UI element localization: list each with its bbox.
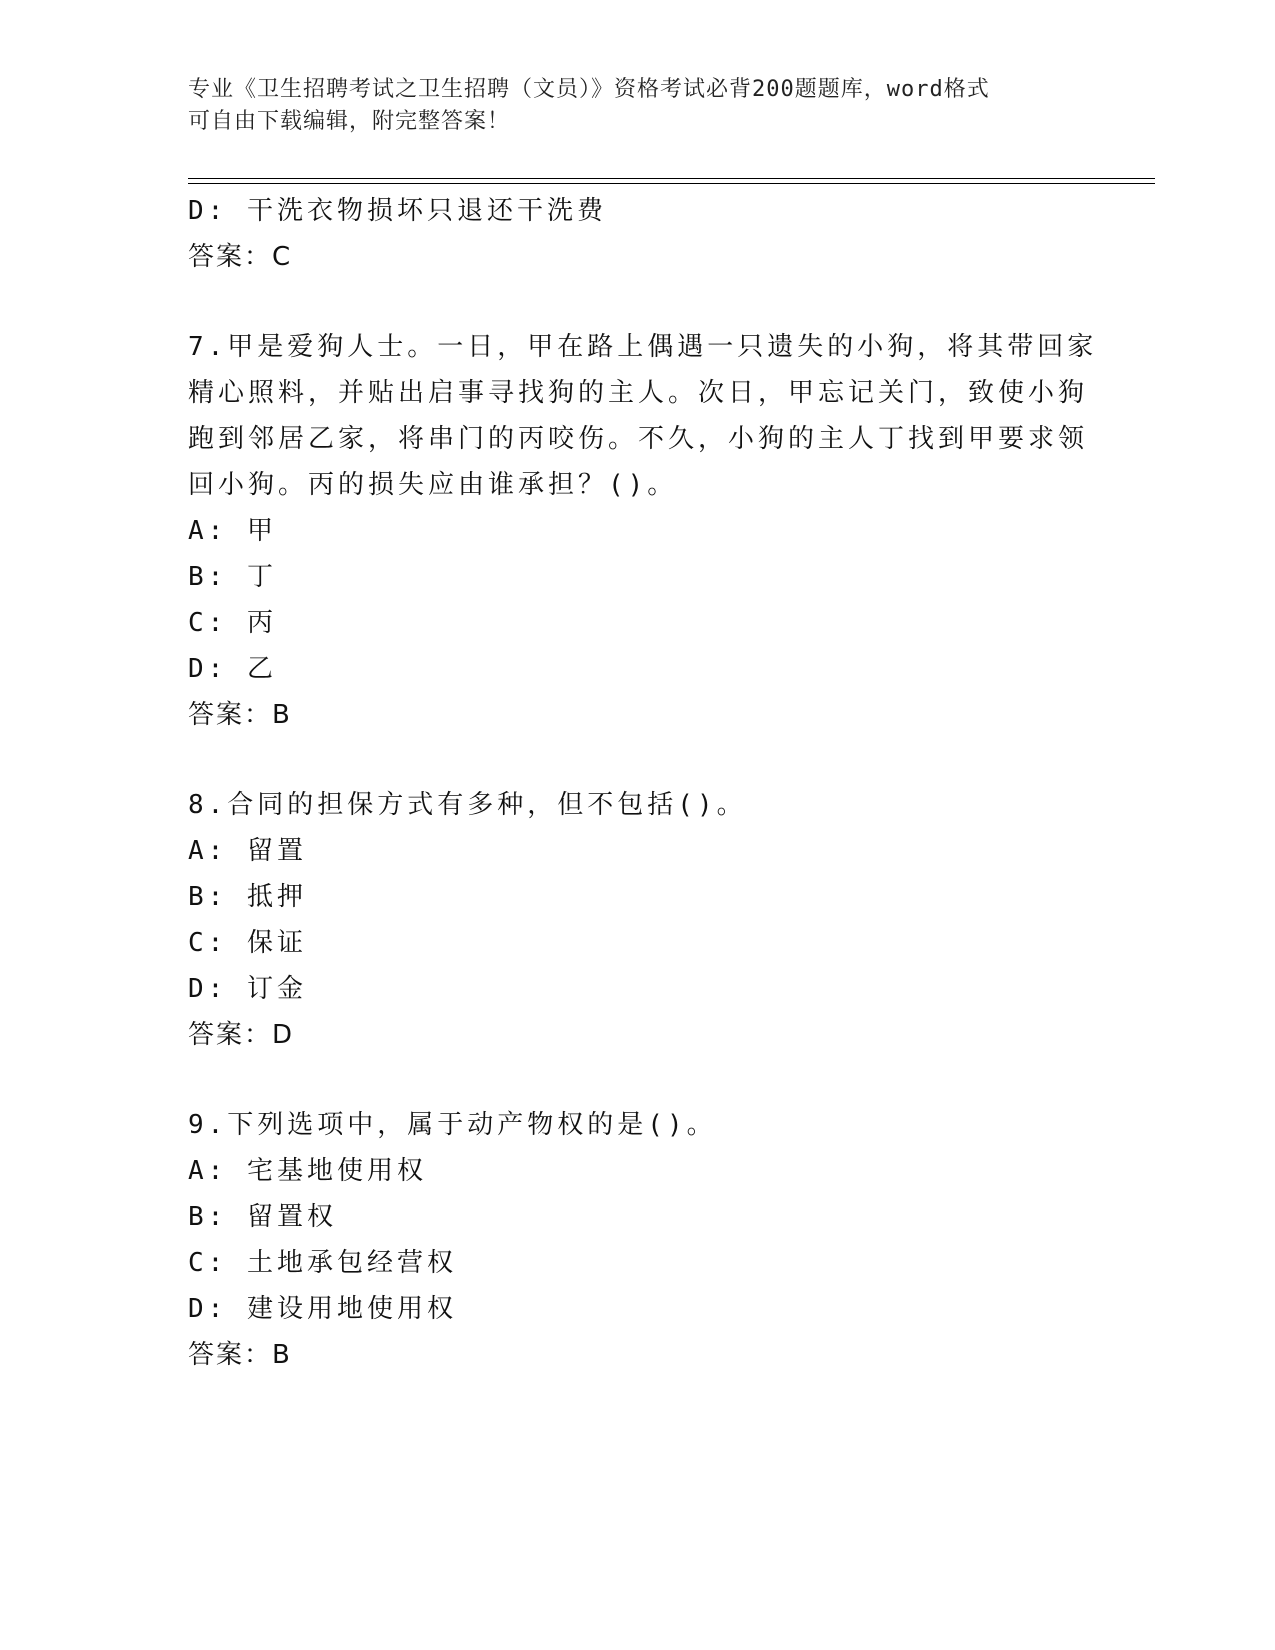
answer: 答案：C <box>188 242 293 272</box>
answer: 答案：B <box>188 700 292 730</box>
option-b: B: 丁 <box>188 562 277 592</box>
option-d: D: 建设用地使用权 <box>188 1294 457 1324</box>
option-d: D: 乙 <box>188 654 277 684</box>
question-7 <box>188 324 1098 738</box>
header-title-line-1: 专业《卫生招聘考试之卫生招聘（文员）》资格考试必背200题题库，word格式 <box>188 77 990 102</box>
option-a: A: 留置 <box>188 836 307 866</box>
previous-question-tail <box>188 188 1068 280</box>
option-b: B: 抵押 <box>188 882 307 912</box>
option-c: C: 丙 <box>188 608 277 638</box>
option-c: C: 土地承包经营权 <box>188 1248 457 1278</box>
answer: 答案：B <box>188 1340 292 1370</box>
option-b: B: 留置权 <box>188 1202 337 1232</box>
option-a: A: 宅基地使用权 <box>188 1156 427 1186</box>
header-title-line-2: 可自由下载编辑，附完整答案！ <box>188 109 511 134</box>
answer: 答案：D <box>188 1020 295 1050</box>
question-9 <box>188 1102 1068 1378</box>
header-divider <box>188 178 1155 184</box>
question-stem-line: 回小狗。丙的损失应由谁承担？()。 <box>188 470 678 500</box>
option-d: D: 订金 <box>188 974 307 1004</box>
option-d: D: 干洗衣物损坏只退还干洗费 <box>188 196 607 226</box>
page-header <box>188 74 1068 138</box>
question-stem-line: 跑到邻居乙家，将串门的丙咬伤。不久，小狗的主人丁找到甲要求领 <box>188 424 1089 454</box>
question-stem-line: 精心照料，并贴出启事寻找狗的主人。次日，甲忘记关门，致使小狗 <box>188 378 1089 408</box>
option-c: C: 保证 <box>188 928 307 958</box>
question-8 <box>188 782 1068 1058</box>
document-body <box>188 188 1098 1378</box>
option-a: A: 甲 <box>188 516 277 546</box>
question-stem-line: 7.甲是爱狗人士。一日，甲在路上偶遇一只遗失的小狗，将其带回家 <box>188 332 1098 362</box>
question-stem-line: 8.合同的担保方式有多种，但不包括()。 <box>188 790 747 820</box>
question-stem-line: 9.下列选项中，属于动产物权的是()。 <box>188 1110 717 1140</box>
